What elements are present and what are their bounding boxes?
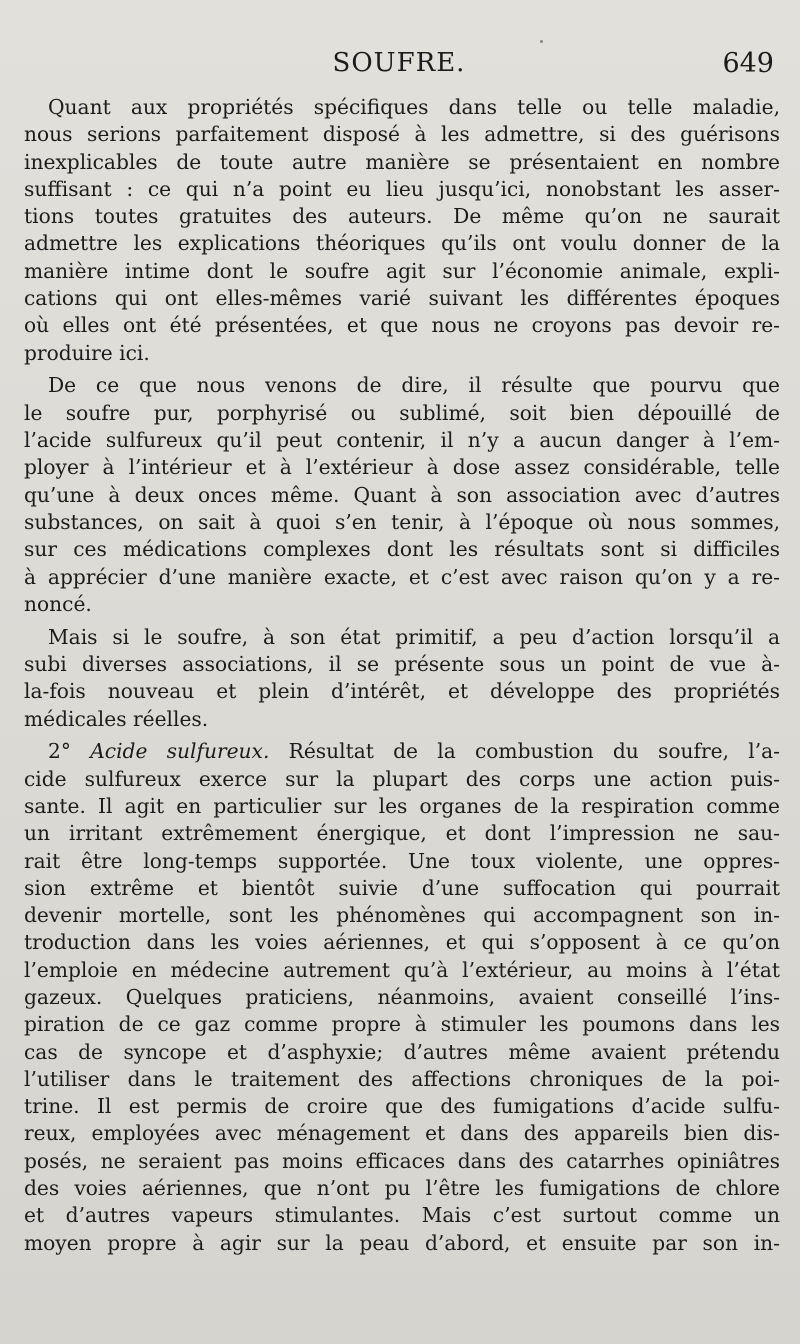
text-line: noncé. [24, 591, 92, 616]
paragraph-1 [24, 94, 780, 367]
section-heading: Acide sulfureux. [90, 739, 270, 764]
text-line: admettre les explications théoriques qu’ils ont voulu donner de la [24, 231, 780, 256]
text-line: cations qui ont elles-mêmes varié suivant les différentes époques [24, 286, 780, 311]
text-line: sur ces médications complexes dont les résultats sont si difficiles [24, 537, 780, 562]
text-line: à apprécier d’une manière exacte, et c’est avec raison qu’on y a re- [24, 564, 780, 589]
text-line: cide sulfureux exerce sur la plupart des corps une action puis- [24, 766, 780, 791]
paragraph-3 [24, 624, 780, 733]
text-line: l’emploie en médecine autrement qu’à l’extérieur, au moins à l’état [24, 957, 780, 982]
text-line: reux, employées avec ménagement et dans des appareils bien dis- [24, 1121, 780, 1146]
text-line: un irritant extrêmement énergique, et dont l’impression ne sau- [24, 821, 780, 846]
text-line: trine. Il est permis de croire que des fumigations d’acide sulfu- [24, 1094, 780, 1119]
text-line: tions toutes gratuites des auteurs. De même qu’on ne saurait [24, 204, 780, 229]
text-line: piration de ce gaz comme propre à stimuler les poumons dans les [24, 1012, 780, 1037]
text-line: l’acide sulfureux qu’il peut contenir, il n’y a aucun danger à l’em- [24, 428, 780, 453]
text-line: devenir mortelle, sont les phénomènes qui accompagnent son in- [24, 903, 780, 928]
text-line: et d’autres vapeurs stimulantes. Mais c’est surtout comme un [24, 1203, 780, 1228]
text-fragment: Résultat de la combustion du soufre, l’a- [269, 739, 780, 764]
text-line: où elles ont été présentées, et que nous ne croyons pas devoir re- [24, 313, 780, 338]
text-line: médicales réelles. [24, 706, 209, 731]
text-line: le soufre pur, porphyrisé ou sublimé, soit bien dépouillé de [24, 400, 780, 425]
page-number: 649 [722, 48, 774, 79]
text-line: substances, on sait à quoi s’en tenir, à l’époque où nous sommes, [24, 509, 780, 534]
page-header [24, 48, 774, 88]
text-line: posés, ne seraient pas moins efficaces dans des catarrhes opiniâtres [24, 1148, 780, 1173]
text-line: sante. Il agit en particulier sur les organes de la respiration comme [24, 793, 780, 818]
text-line: rait être long-temps supportée. Une toux violente, une oppres- [24, 848, 780, 873]
paper-speck [540, 40, 543, 43]
text-line-first [24, 738, 780, 765]
text-line: manière intime dont le soufre agit sur l’économie animale, expli- [24, 258, 780, 283]
paragraph-4 [24, 738, 780, 1257]
text-line: ployer à l’intérieur et à l’extérieur à dose assez considérable, telle [24, 455, 780, 480]
text-line: moyen propre à agir sur la peau d’abord, et ensuite par son in- [24, 1230, 780, 1255]
text-line: produire ici. [24, 340, 150, 365]
text-line: des voies aériennes, que n’ont pu l’être les fumigations de chlore [24, 1176, 780, 1201]
paragraph-2 [24, 372, 780, 618]
text-line: troduction dans les voies aériennes, et qui s’opposent à ce qu’on [24, 930, 780, 955]
text-line: qu’une à deux onces même. Quant à son association avec d’autres [24, 482, 780, 507]
text-line: subi diverses associations, il se présente sous un point de vue à- [24, 651, 780, 676]
text-line: sion extrême et bientôt suivie d’une suffocation qui pourrait [24, 875, 780, 900]
text-line: gazeux. Quelques praticiens, néanmoins, avaient conseillé l’ins- [24, 985, 780, 1009]
text-line: inexplicables de toute autre manière se présentaient en nombre [24, 149, 780, 174]
text-line: l’utiliser dans le traitement des affections chroniques de la poi- [24, 1066, 780, 1091]
section-number: 2° [48, 739, 91, 764]
text-line: Mais si le soufre, à son état primitif, a peu d’action lorsqu’il a [48, 624, 780, 649]
text-line: cas de syncope et d’asphyxie; d’autres même avaient prétendu [24, 1039, 780, 1064]
body-text [24, 94, 780, 1262]
running-title: SOUFRE. [332, 48, 466, 78]
text-line: nous serions parfaitement disposé à les admettre, si des guérisons [24, 122, 780, 147]
text-line: Quant aux propriétés spécifiques dans telle ou telle maladie, [48, 95, 780, 119]
text-line: suffisant : ce qui n’a point eu lieu jusqu’ici, nonobstant les asser- [24, 176, 780, 201]
text-line: De ce que nous venons de dire, il résulte que pourvu que [48, 373, 780, 398]
text-line: la-fois nouveau et plein d’intérêt, et développe des propriétés [24, 679, 780, 704]
